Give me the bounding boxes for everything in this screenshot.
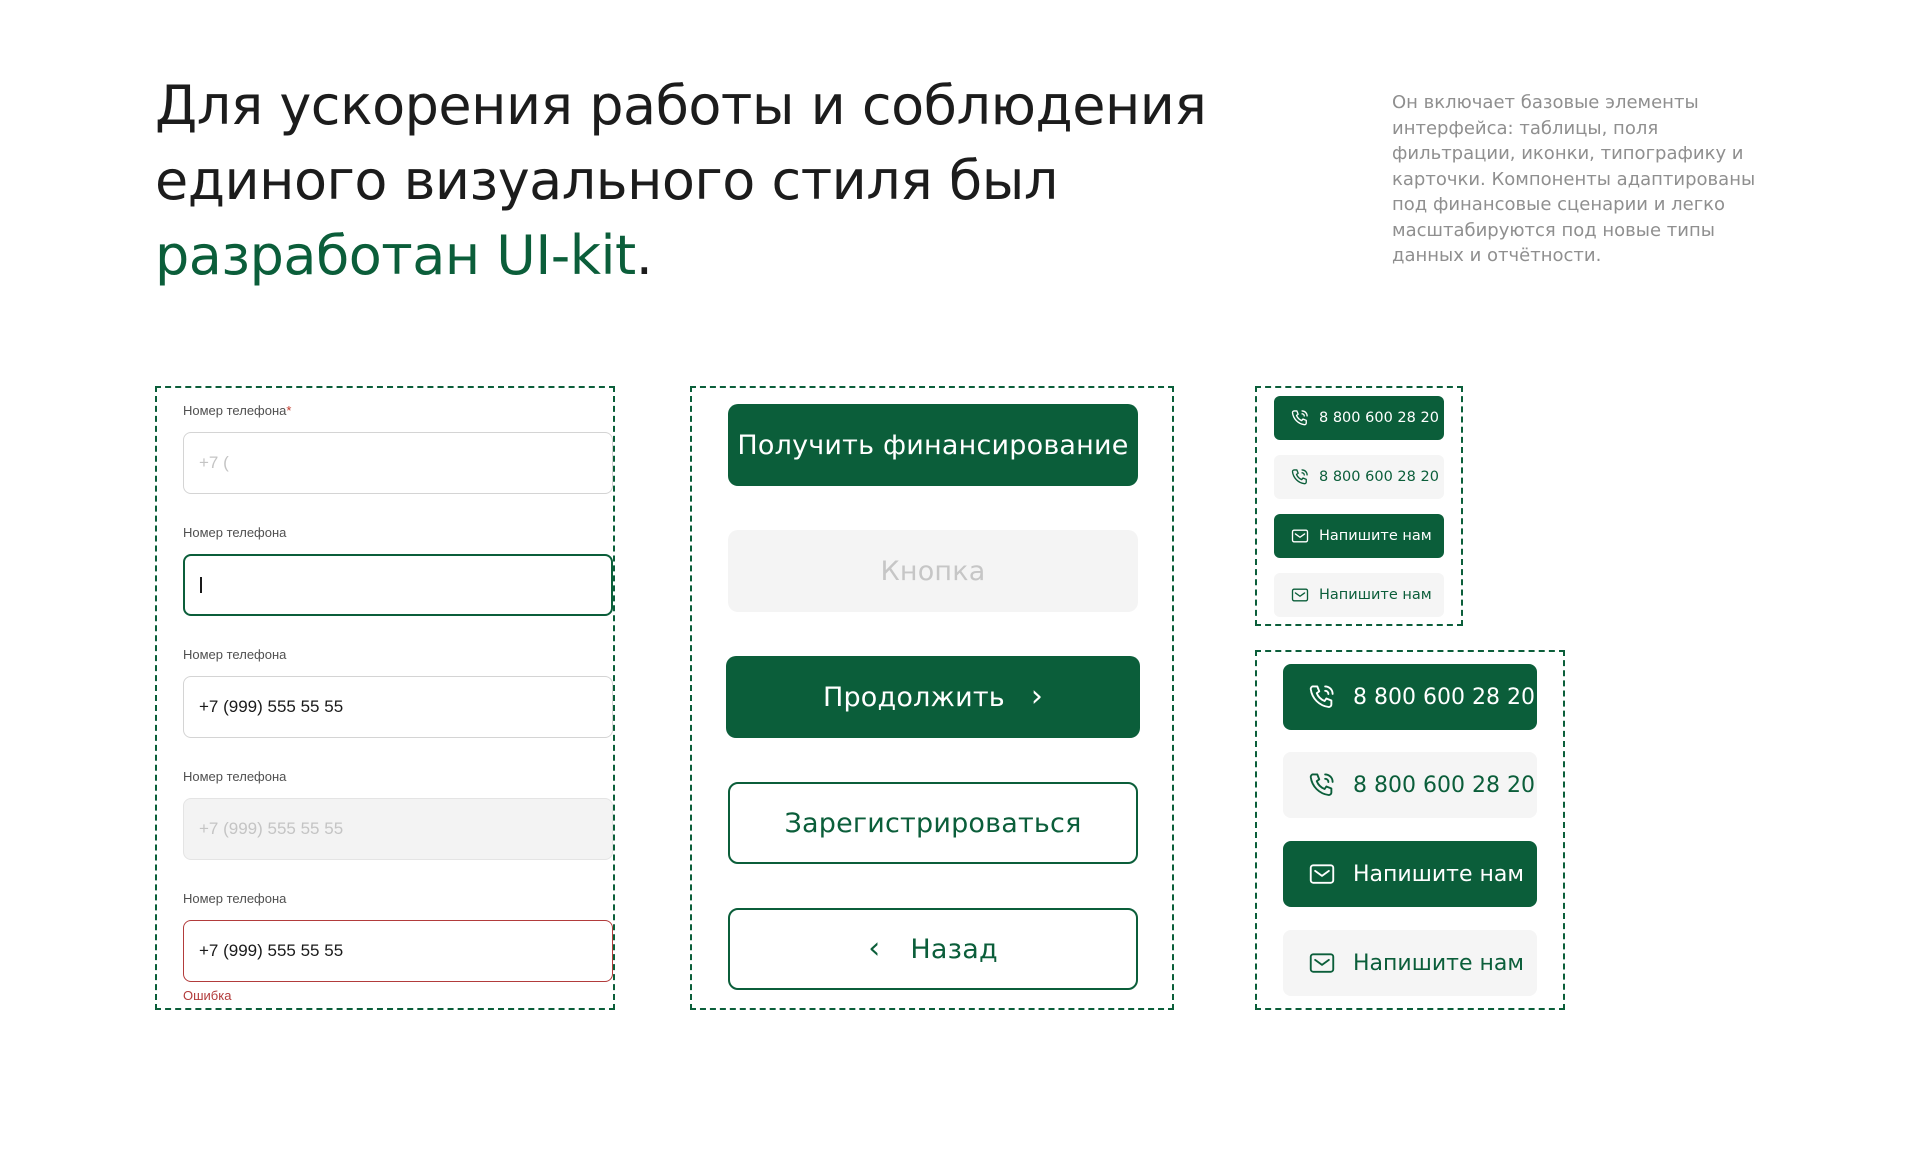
inputs-frame xyxy=(155,386,615,1010)
required-mark: * xyxy=(286,403,292,418)
phone-field-error xyxy=(183,890,613,1003)
field-label: Номер телефона xyxy=(183,525,287,540)
phone-number: 8 800 600 28 20 xyxy=(1353,684,1535,710)
chevron-left-icon: ‹ xyxy=(868,931,881,966)
phone-field-empty xyxy=(183,402,613,494)
phone-field-filled xyxy=(183,646,613,738)
phone-pill-small-dark[interactable] xyxy=(1274,396,1444,440)
phone-pill-large-light[interactable] xyxy=(1283,752,1537,818)
phone-field-focused xyxy=(183,524,613,616)
field-label: Номер телефона xyxy=(183,647,287,662)
phone-number: 8 800 600 28 20 xyxy=(1319,410,1439,426)
continue-label: Продолжить xyxy=(822,681,1005,713)
phone-call-icon xyxy=(1290,467,1310,487)
get-financing-button[interactable]: Получить финансирование xyxy=(728,404,1138,486)
back-button[interactable] xyxy=(728,908,1138,990)
write-us-pill-large-dark[interactable] xyxy=(1283,841,1537,907)
phone-field-disabled xyxy=(183,768,613,860)
headline-tail: . xyxy=(635,224,653,287)
phone-call-icon xyxy=(1307,770,1337,800)
chevron-right-icon: › xyxy=(1030,679,1044,714)
lead-paragraph: Он включает базовые элементы интерфейса: таблицы, поля фильтрации, иконки, типографику и карточки. Компоненты адаптированы под финансовые сценарии и легко масштабируются под новые типы данных и отчётности. xyxy=(1392,92,1756,266)
register-button[interactable]: Зарегистрироваться xyxy=(728,782,1138,864)
envelope-icon xyxy=(1290,526,1310,546)
field-label: Номер телефона xyxy=(183,769,287,784)
envelope-icon xyxy=(1307,859,1337,889)
field-label: Номер телефона xyxy=(183,891,287,906)
write-us-pill-small-light[interactable] xyxy=(1274,573,1444,617)
phone-input-focused[interactable] xyxy=(183,554,613,616)
write-us-label: Напишите нам xyxy=(1319,587,1432,603)
phone-input-error[interactable]: +7 (999) 555 55 55 xyxy=(183,920,613,982)
phone-pill-small-light[interactable] xyxy=(1274,455,1444,499)
contacts-small-frame xyxy=(1255,386,1463,626)
write-us-pill-small-dark[interactable] xyxy=(1274,514,1444,558)
phone-input-filled[interactable]: +7 (999) 555 55 55 xyxy=(183,676,613,738)
write-us-label: Напишите нам xyxy=(1353,861,1524,887)
phone-input-empty[interactable]: +7 ( xyxy=(183,432,613,494)
contacts-large-frame xyxy=(1255,650,1565,1010)
write-us-label: Напишите нам xyxy=(1319,528,1432,544)
phone-call-icon xyxy=(1290,408,1310,428)
continue-button[interactable] xyxy=(726,656,1140,738)
text-caret xyxy=(200,577,202,593)
back-label: Назад xyxy=(910,933,998,965)
envelope-icon xyxy=(1307,948,1337,978)
buttons-frame xyxy=(690,386,1174,1010)
phone-pill-large-dark[interactable] xyxy=(1283,664,1537,730)
phone-input-disabled: +7 (999) 555 55 55 xyxy=(183,798,613,860)
field-label: Номер телефона* xyxy=(183,403,292,418)
envelope-icon xyxy=(1290,585,1310,605)
headline-line-1: Для ускорения работы и соблюдения xyxy=(155,74,1207,137)
error-message: Ошибка xyxy=(183,988,232,1003)
disabled-button: Кнопка xyxy=(728,530,1138,612)
phone-number: 8 800 600 28 20 xyxy=(1319,469,1439,485)
headline-accent: разработан UI-kit xyxy=(155,224,636,287)
write-us-pill-large-light[interactable] xyxy=(1283,930,1537,996)
phone-number: 8 800 600 28 20 xyxy=(1353,772,1535,798)
phone-call-icon xyxy=(1307,682,1337,712)
write-us-label: Напишите нам xyxy=(1353,950,1524,976)
headline xyxy=(155,68,1206,293)
headline-line-2: единого визуального стиля был xyxy=(155,149,1058,212)
